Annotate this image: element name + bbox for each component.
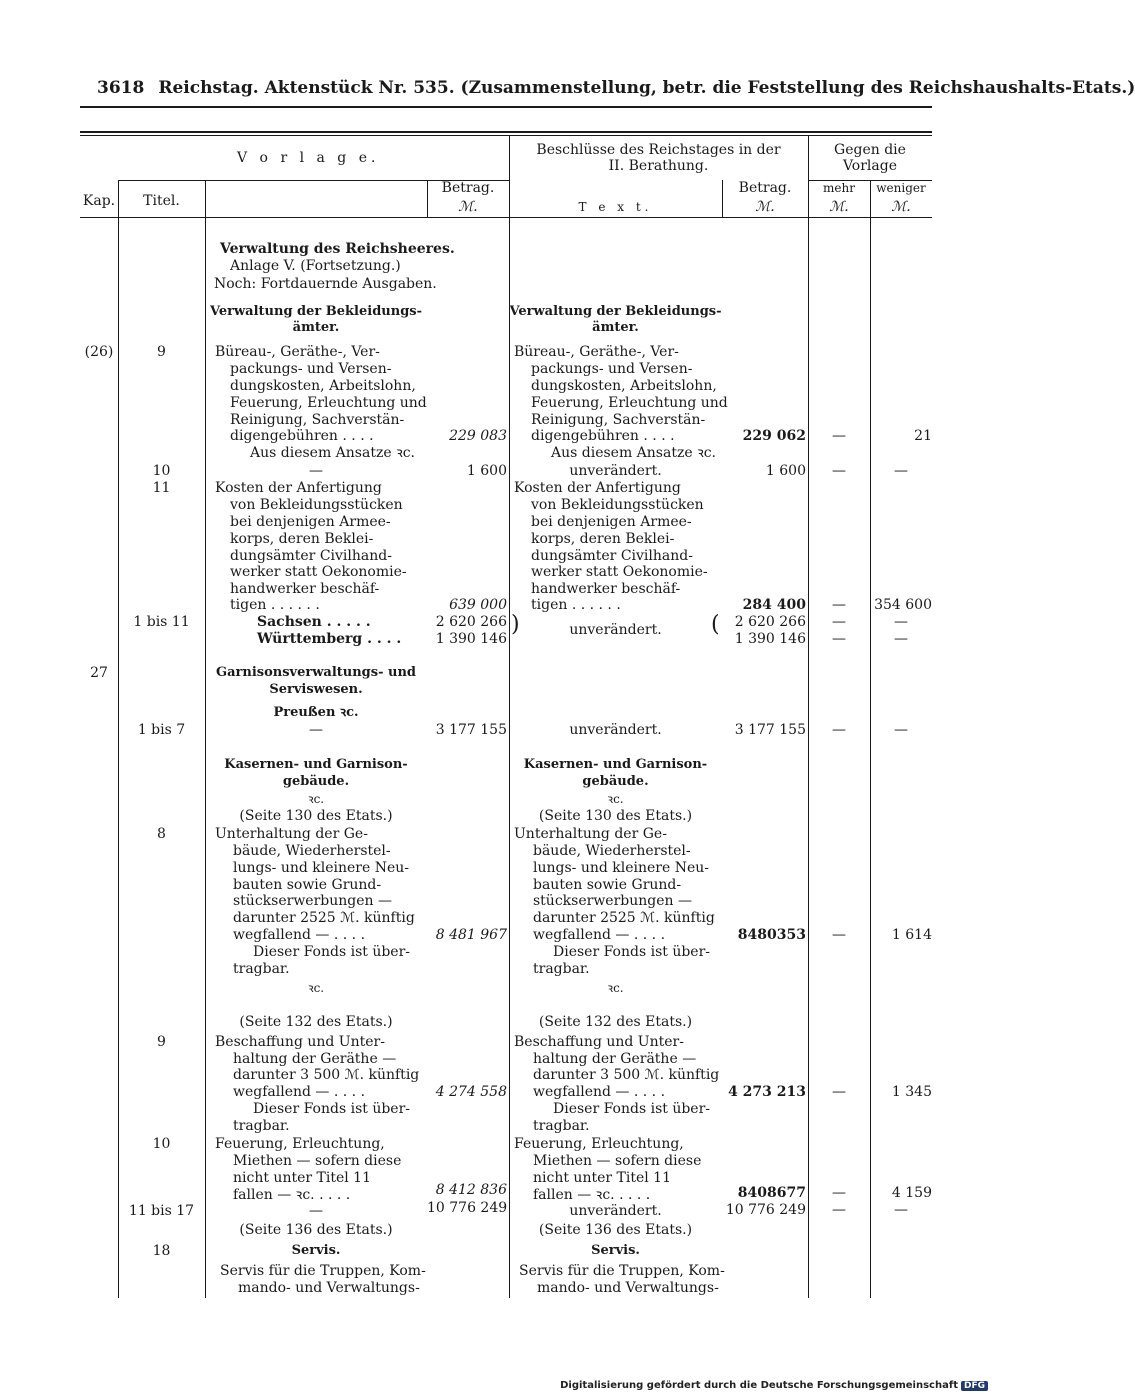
page-reference: (Seite 132 des Etats.): [538, 1014, 693, 1030]
col-head-beschluesse: Beschlüsse des Reichstages in der: [536, 142, 781, 158]
weniger-value: —: [894, 631, 908, 647]
text-line: Württemberg . . . .: [257, 631, 402, 647]
page-header: [97, 78, 1135, 98]
titel-number: 8: [157, 826, 166, 842]
text-line: Dieser Fonds ist über-: [553, 1101, 711, 1117]
beschluss-value: 1 600: [765, 463, 806, 479]
beschluss-value: 10 776 249: [725, 1202, 806, 1218]
page-title: Reichstag. Aktenstück Nr. 535. (Zusammenstellung, betr. die Feststellung des Reichshaushalts-Etats.): [158, 78, 1135, 98]
group-heading-2: gebäude.: [282, 774, 350, 789]
col-head-mark-weniger: ℳ.: [891, 199, 911, 215]
page-number: 3618: [97, 78, 145, 98]
group-heading-2: Serviswesen.: [269, 682, 363, 697]
digitization-credit: [560, 1380, 988, 1391]
betrag-value: 4 274 558: [435, 1084, 507, 1100]
col-head-text: T e x t.: [578, 200, 653, 214]
mehr-value: —: [832, 597, 846, 613]
brace-left: ): [511, 612, 520, 637]
text-line: werker statt Oekonomie-: [531, 564, 708, 580]
text-line: digengebühren . . . .: [230, 428, 374, 444]
text-line: korps, deren Beklei-: [230, 531, 374, 547]
section-subheading: Anlage V. (Fortsetzung.): [230, 258, 401, 274]
text-line: Beschaffung und Unter-: [514, 1034, 684, 1050]
text-line: ꝛc.: [307, 792, 325, 806]
table-top-rule-thin: [80, 135, 932, 136]
text-line: tragbar.: [233, 1118, 290, 1134]
weniger-value: 354 600: [874, 597, 932, 613]
col-head-mehr: mehr: [823, 181, 855, 195]
section-subheading-2: Noch: Fortdauernde Ausgaben.: [214, 276, 437, 292]
text-line: stückserwerbungen —: [533, 893, 692, 909]
text-line: dungskosten, Arbeitslohn,: [230, 378, 416, 394]
text-line: mando- und Verwaltungs-: [537, 1280, 719, 1296]
kap-number: (26): [84, 344, 114, 360]
group-heading-b-2: ämter.: [592, 320, 639, 335]
col-head-gegen: Gegen die: [834, 142, 906, 158]
col-head-vorlage: V o r l a g e.: [237, 150, 380, 166]
text-line: Servis für die Truppen, Kom-: [519, 1263, 725, 1279]
text-line: —: [309, 722, 323, 738]
text-line: fallen — ꝛc. . . . .: [533, 1187, 651, 1203]
titel-range: 1 bis 7: [137, 722, 186, 738]
page-reference: (Seite 136 des Etats.): [538, 1222, 693, 1238]
text-line: von Bekleidungsstücken: [230, 497, 403, 513]
beschluss-value: 8408677: [737, 1185, 806, 1201]
group-heading: Servis.: [291, 1243, 341, 1258]
text-line: Dieser Fonds ist über-: [553, 944, 711, 960]
mehr-value: —: [832, 927, 846, 943]
mehr-value: —: [832, 463, 846, 479]
text-line: Sachsen . . . . .: [257, 614, 371, 630]
betrag-value: 229 083: [449, 428, 507, 444]
text-line: ꝛc.: [307, 981, 325, 995]
col-head-mark-mehr: ℳ.: [829, 199, 849, 215]
page-reference: (Seite 130 des Etats.): [239, 808, 393, 824]
text-line: Unterhaltung der Ge-: [514, 826, 667, 842]
text-line: bäude, Wiederherstel-: [233, 843, 391, 859]
titel-range: 11 bis 17: [128, 1203, 195, 1219]
dfg-logo: DFG: [961, 1381, 988, 1391]
text-line: korps, deren Beklei-: [531, 531, 675, 547]
text-line: Feuerung, Erleuchtung und: [230, 395, 427, 411]
text-line: Dieser Fonds ist über-: [253, 1101, 411, 1117]
titel-number: 10: [152, 463, 171, 479]
group-heading: Verwaltung der Bekleidungs-: [209, 304, 423, 319]
titel-number: 10: [152, 1136, 171, 1152]
text-line: digengebühren . . . .: [531, 428, 675, 444]
text-line: Beschaffung und Unter-: [215, 1034, 385, 1050]
text-line: Aus diesem Ansatze ꝛc.: [551, 445, 717, 461]
group-heading-2: ämter.: [292, 320, 340, 335]
titel-number: 18: [152, 1243, 171, 1259]
text-line: unverändert.: [569, 722, 662, 738]
brace-right: (: [711, 612, 720, 637]
mehr-value: —: [832, 1202, 846, 1218]
betrag-value: 8 481 967: [435, 927, 507, 943]
text-line: —: [309, 463, 323, 479]
text-line: tragbar.: [233, 961, 290, 977]
text-line: packungs- und Versen-: [531, 361, 693, 377]
text-line: lungs- und kleinere Neu-: [533, 860, 710, 876]
text-line: Miethen — sofern diese: [233, 1153, 402, 1169]
header-rule: [80, 106, 932, 108]
text-line: dungsämter Civilhand-: [230, 548, 392, 564]
text-line: Reinigung, Sachverstän-: [531, 412, 706, 428]
mehr-value: —: [832, 428, 846, 444]
mehr-value: —: [832, 614, 846, 630]
mehr-value: —: [832, 1185, 846, 1201]
text-line: darunter 2525 ℳ. künftig: [233, 910, 415, 926]
text-line: Kosten der Anfertigung: [514, 480, 681, 496]
text-line: werker statt Oekonomie-: [230, 564, 407, 580]
text-line: von Bekleidungsstücken: [531, 497, 704, 513]
text-line: —: [309, 1203, 323, 1219]
text-line: unverändert.: [569, 1203, 662, 1219]
text-line: Servis für die Truppen, Kom-: [220, 1263, 426, 1279]
text-line: unverändert.: [569, 622, 662, 638]
weniger-value: —: [894, 722, 908, 738]
weniger-value: 21: [914, 428, 932, 444]
beschluss-value: 4 273 213: [728, 1084, 806, 1100]
col-head-titel: Titel.: [143, 193, 180, 209]
table-top-rule: [80, 131, 932, 133]
group-heading-b: Kasernen- und Garnison-: [523, 757, 708, 772]
mehr-value: —: [832, 631, 846, 647]
text-line: dungsämter Civilhand-: [531, 548, 693, 564]
text-line: bauten sowie Grund-: [533, 877, 682, 893]
betrag-value: 639 000: [449, 597, 507, 613]
col-head-betrag-2: Betrag.: [738, 180, 792, 196]
text-line: bei denjenigen Armee-: [531, 514, 692, 530]
col-head-mark: ℳ.: [458, 199, 478, 215]
text-line: tigen . . . . . .: [230, 597, 320, 613]
betrag-value: 10 776 249: [427, 1200, 508, 1216]
text-line: packungs- und Versen-: [230, 361, 392, 377]
group-heading: Garnisonsverwaltungs- und: [216, 665, 416, 680]
col-head-betrag: Betrag.: [441, 180, 495, 196]
col-head-vorlage-2: Vorlage: [842, 158, 898, 174]
section-heading: Verwaltung des Reichsheeres.: [220, 241, 455, 257]
group-heading-b: Servis.: [591, 1243, 640, 1258]
text-line: ꝛc.: [607, 792, 624, 806]
text-line: haltung der Geräthe —: [233, 1051, 397, 1067]
text-line: wegfallend — . . . .: [233, 927, 366, 943]
beschluss-value: 3 177 155: [734, 722, 806, 738]
text-line: bauten sowie Grund-: [233, 877, 382, 893]
weniger-value: 4 159: [891, 1185, 932, 1201]
text-line: darunter 3 500 ℳ. künftig: [233, 1067, 420, 1083]
text-line: Miethen — sofern diese: [533, 1153, 702, 1169]
kap-number: 27: [90, 665, 108, 681]
titel-number: 9: [157, 344, 166, 360]
col-head-mark-2: ℳ.: [755, 199, 775, 215]
text-line: Kosten der Anfertigung: [215, 480, 382, 496]
text-line: wegfallend — . . . .: [233, 1084, 366, 1100]
text-line: Büreau-, Geräthe-, Ver-: [215, 344, 380, 360]
weniger-value: 1 345: [891, 1084, 932, 1100]
weniger-value: 1 614: [891, 927, 932, 943]
text-line: Reinigung, Sachverstän-: [230, 412, 405, 428]
weniger-value: —: [894, 463, 908, 479]
table-head-bottom-rule: [80, 217, 932, 218]
col-head-beschluesse-2: II. Berathung.: [608, 158, 709, 174]
text-line: unverändert.: [569, 463, 662, 479]
text-line: tigen . . . . . .: [531, 597, 621, 613]
group-subheading: Preußen ꝛc.: [273, 705, 359, 720]
beschluss-value: 8480353: [737, 927, 806, 943]
text-line: mando- und Verwaltungs-: [238, 1280, 420, 1296]
text-line: darunter 2525 ℳ. künftig: [533, 910, 715, 926]
weniger-value: —: [894, 614, 908, 630]
titel-range: 1 bis 11: [133, 614, 190, 630]
text-line: darunter 3 500 ℳ. künftig: [533, 1067, 720, 1083]
text-line: nicht unter Titel 11: [533, 1170, 671, 1186]
text-line: Feuerung, Erleuchtung und: [531, 395, 728, 411]
text-line: Büreau-, Geräthe-, Ver-: [514, 344, 679, 360]
col-line-titel: [205, 180, 206, 1298]
text-line: Unterhaltung der Ge-: [215, 826, 368, 842]
betrag-value: 8 412 836: [435, 1182, 507, 1198]
text-line: Feuerung, Erleuchtung,: [514, 1136, 684, 1152]
mehr-value: —: [832, 1084, 846, 1100]
credit-text: Digitalisierung gefördert durch die Deutsche Forschungsgemeinschaft: [560, 1380, 958, 1391]
col-line-mehr: [870, 180, 871, 1298]
betrag-value: 1 600: [466, 463, 507, 479]
page-reference: (Seite 136 des Etats.): [239, 1222, 393, 1238]
group-heading-b: Verwaltung der Bekleidungs-: [509, 304, 722, 319]
text-line: lungs- und kleinere Neu-: [233, 860, 410, 876]
text-line: Aus diesem Ansatze ꝛc.: [250, 445, 416, 461]
page-reference: (Seite 130 des Etats.): [538, 808, 693, 824]
text-line: bäude, Wiederherstel-: [533, 843, 691, 859]
text-line: ꝛc.: [607, 981, 624, 995]
text-line: Dieser Fonds ist über-: [253, 944, 411, 960]
text-line: tragbar.: [533, 1118, 590, 1134]
text-line: handwerker beschäf-: [531, 581, 681, 597]
text-line: haltung der Geräthe —: [533, 1051, 697, 1067]
text-line: handwerker beschäf-: [230, 581, 380, 597]
text-line: nicht unter Titel 11: [233, 1170, 371, 1186]
beschluss-value: 284 400: [742, 597, 806, 613]
mehr-value: —: [832, 722, 846, 738]
beschluss-value: 1 390 146: [734, 631, 806, 647]
text-line: stückserwerbungen —: [233, 893, 392, 909]
beschluss-value: 2 620 266: [734, 614, 806, 630]
betrag-value: 3 177 155: [435, 722, 507, 738]
text-line: wegfallend — . . . .: [533, 927, 666, 943]
text-line: tragbar.: [533, 961, 590, 977]
titel-number: 9: [157, 1034, 166, 1050]
text-line: dungskosten, Arbeitslohn,: [531, 378, 717, 394]
col-line-beschluss-betrag: [808, 135, 809, 1298]
text-line: bei denjenigen Armee-: [230, 514, 391, 530]
text-line: Feuerung, Erleuchtung,: [215, 1136, 385, 1152]
beschluss-value: 229 062: [742, 428, 806, 444]
page-reference: (Seite 132 des Etats.): [239, 1014, 393, 1030]
text-line: fallen — ꝛc. . . . .: [233, 1187, 351, 1203]
group-heading: Kasernen- und Garnison-: [224, 757, 408, 772]
col-head-kap: Kap.: [82, 193, 116, 209]
text-line: wegfallend — . . . .: [533, 1084, 666, 1100]
group-heading-b-2: gebäude.: [582, 774, 649, 789]
betrag-value: 2 620 266: [435, 614, 507, 630]
col-head-weniger: weniger: [876, 181, 926, 195]
betrag-value: 1 390 146: [435, 631, 507, 647]
titel-number: 11: [152, 480, 171, 496]
weniger-value: —: [894, 1202, 908, 1218]
